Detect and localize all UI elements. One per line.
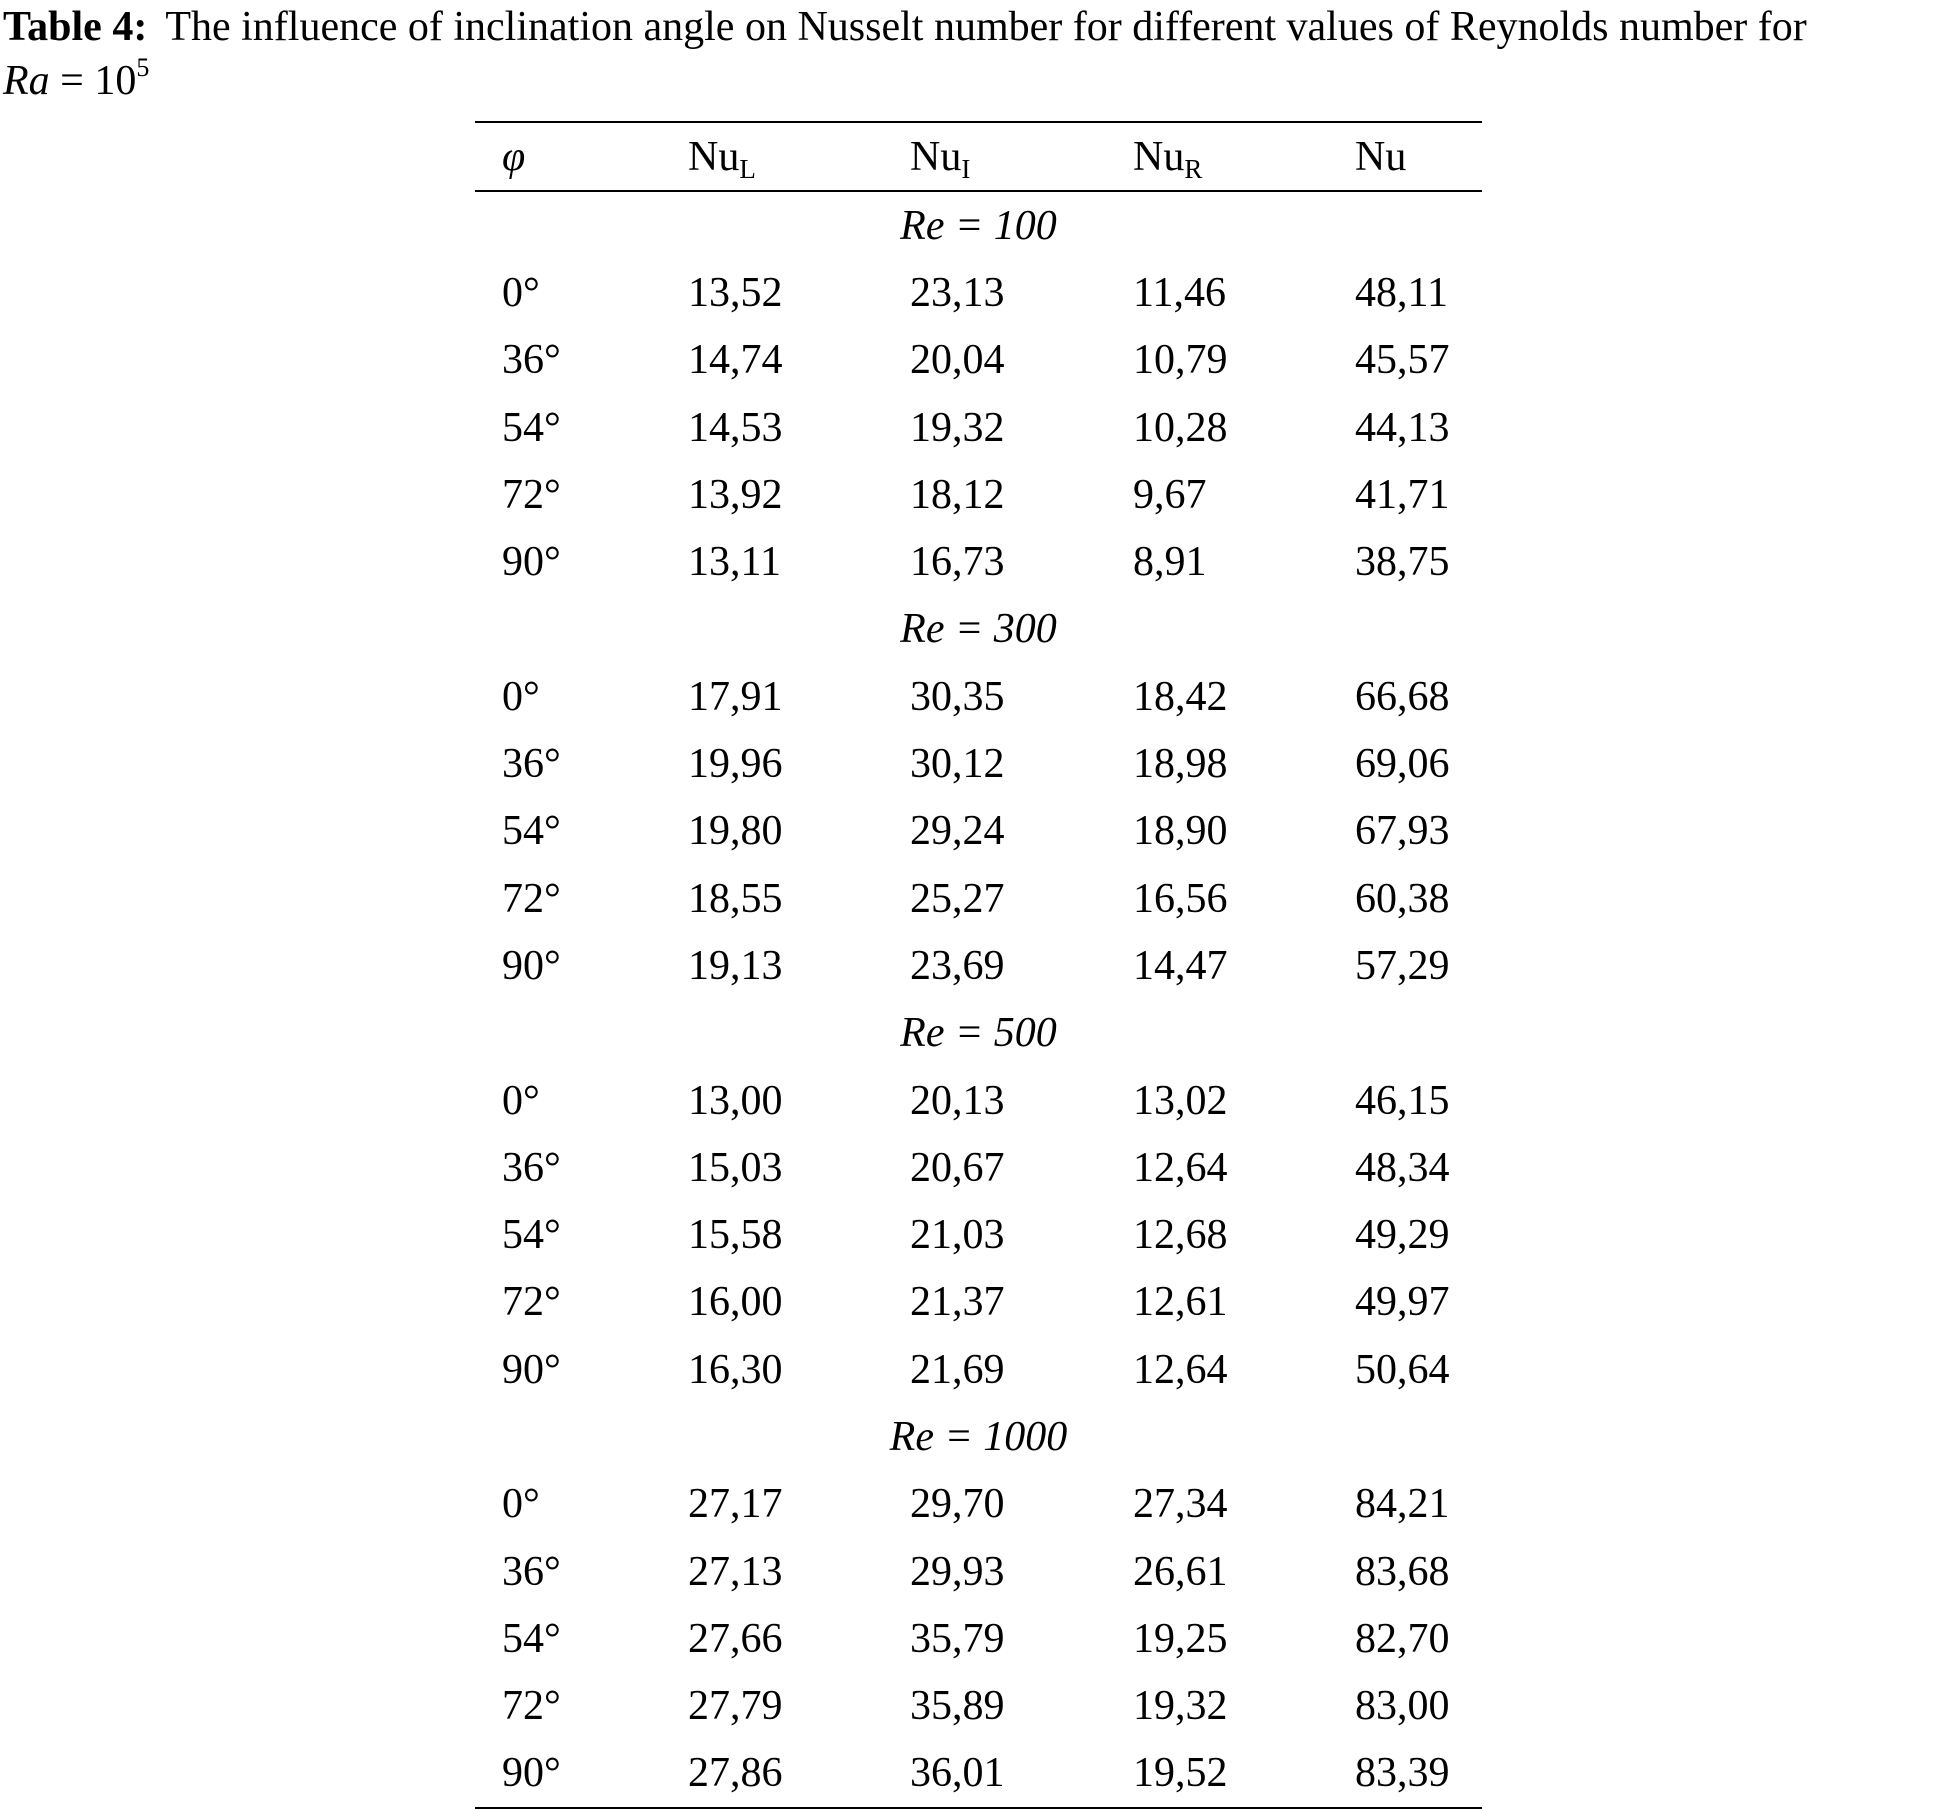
cell-nu-r: 26,61 xyxy=(1133,1548,1228,1595)
cell-nu-i: 23,13 xyxy=(910,269,1005,316)
table-row xyxy=(475,1538,1482,1605)
cell-nu-r: 11,46 xyxy=(1133,269,1226,316)
cell-nu-l: 19,96 xyxy=(688,741,783,788)
cell-nu-i: 25,27 xyxy=(910,875,1005,922)
cell-nu-i: 19,32 xyxy=(910,404,1005,451)
table-row xyxy=(475,932,1482,999)
cell-nu-i: 30,35 xyxy=(910,673,1005,720)
cell-nu: 44,13 xyxy=(1355,404,1450,451)
table-row xyxy=(475,730,1482,797)
table-row xyxy=(475,1336,1482,1403)
cell-nu-l: 13,52 xyxy=(688,269,783,316)
cell-phi: 72° xyxy=(502,1683,561,1730)
cell-nu-r: 14,47 xyxy=(1133,942,1228,989)
cell-nu-l: 27,79 xyxy=(688,1683,783,1730)
cell-nu-r: 12,64 xyxy=(1133,1144,1228,1191)
cell-nu-l: 19,80 xyxy=(688,808,783,855)
cell-nu-r: 19,52 xyxy=(1133,1750,1228,1797)
cell-nu-i: 23,69 xyxy=(910,942,1005,989)
cell-phi: 72° xyxy=(502,1279,561,1326)
cell-phi: 0° xyxy=(502,1481,540,1528)
cell-nu-l: 15,03 xyxy=(688,1144,783,1191)
caption-ra-equals: = 10 xyxy=(49,58,137,104)
cell-nu: 60,38 xyxy=(1355,875,1450,922)
group-label: Re = 100 xyxy=(900,202,1057,249)
cell-nu: 45,57 xyxy=(1355,337,1450,384)
cell-nu-l: 16,30 xyxy=(688,1346,783,1393)
caption-text: The influence of inclination angle on Nusselt number for different values of Reynolds number for xyxy=(165,4,1807,50)
cell-nu-r: 9,67 xyxy=(1133,471,1207,518)
cell-nu: 69,06 xyxy=(1355,741,1450,788)
cell-phi: 54° xyxy=(502,1615,561,1662)
cell-nu-i: 21,69 xyxy=(910,1346,1005,1393)
cell-nu-l: 27,66 xyxy=(688,1615,783,1662)
table-row xyxy=(475,663,1482,730)
header-nu-l: $Nu_L$ xyxy=(688,133,756,184)
cell-nu: 50,64 xyxy=(1355,1346,1450,1393)
table-row xyxy=(475,461,1482,528)
cell-nu-i: 21,03 xyxy=(910,1212,1005,1259)
table-header-row xyxy=(475,122,1482,191)
table-row xyxy=(475,798,1482,865)
cell-nu-l: 13,00 xyxy=(688,1077,783,1124)
cell-nu-i: 29,24 xyxy=(910,808,1005,855)
cell-phi: 0° xyxy=(502,269,540,316)
cell-nu: 66,68 xyxy=(1355,673,1450,720)
header-nu-r: $Nu_R$ xyxy=(1133,133,1203,184)
cell-nu-l: 16,00 xyxy=(688,1279,783,1326)
cell-nu-r: 10,28 xyxy=(1133,404,1228,451)
table-row xyxy=(475,1134,1482,1201)
cell-phi: 54° xyxy=(502,1212,561,1259)
cell-phi: 36° xyxy=(502,1144,561,1191)
caption-ra-exponent: 5 xyxy=(136,53,150,82)
cell-nu-i: 29,70 xyxy=(910,1481,1005,1528)
cell-nu-r: 12,64 xyxy=(1133,1346,1228,1393)
cell-nu: 83,39 xyxy=(1355,1750,1450,1797)
cell-nu-r: 27,34 xyxy=(1133,1481,1228,1528)
cell-nu-l: 15,58 xyxy=(688,1212,783,1259)
cell-nu-l: 19,13 xyxy=(688,942,783,989)
group-label: Re = 300 xyxy=(900,606,1057,653)
cell-nu-r: 19,32 xyxy=(1133,1683,1228,1730)
table-row xyxy=(475,259,1482,326)
group-header-row xyxy=(475,596,1482,663)
cell-nu-i: 30,12 xyxy=(910,741,1005,788)
caption-label: Table 4: xyxy=(3,4,148,50)
table-row xyxy=(475,1067,1482,1134)
cell-nu-r: 8,91 xyxy=(1133,539,1207,586)
caption-ra-symbol: Ra xyxy=(3,58,50,104)
cell-nu-l: 18,55 xyxy=(688,875,783,922)
cell-nu-i: 18,12 xyxy=(910,471,1005,518)
cell-nu-r: 18,90 xyxy=(1133,808,1228,855)
header-phi: φ xyxy=(502,133,526,180)
cell-phi: 54° xyxy=(502,404,561,451)
cell-nu-i: 36,01 xyxy=(910,1750,1005,1797)
cell-nu: 67,93 xyxy=(1355,808,1450,855)
cell-nu-l: 27,86 xyxy=(688,1750,783,1797)
cell-phi: 36° xyxy=(502,1548,561,1595)
table-row xyxy=(475,865,1482,932)
cell-nu-l: 27,13 xyxy=(688,1548,783,1595)
cell-nu: 49,29 xyxy=(1355,1212,1450,1259)
table-row xyxy=(475,327,1482,394)
cell-nu: 83,68 xyxy=(1355,1548,1450,1595)
header-nu: Nu xyxy=(1355,133,1407,180)
table-row xyxy=(475,1605,1482,1672)
group-label: Re = 500 xyxy=(900,1010,1057,1057)
cell-phi: 0° xyxy=(502,673,540,720)
cell-nu-l: 17,91 xyxy=(688,673,783,720)
cell-phi: 90° xyxy=(502,539,561,586)
cell-phi: 54° xyxy=(502,808,561,855)
cell-phi: 0° xyxy=(502,1077,540,1124)
cell-nu-r: 12,61 xyxy=(1133,1279,1228,1326)
cell-phi: 72° xyxy=(502,875,561,922)
cell-nu-l: 27,17 xyxy=(688,1481,783,1528)
cell-nu: 38,75 xyxy=(1355,539,1450,586)
cell-phi: 90° xyxy=(502,942,561,989)
cell-nu-i: 16,73 xyxy=(910,539,1005,586)
cell-nu: 48,11 xyxy=(1355,269,1448,316)
table-caption xyxy=(3,0,1955,108)
nusselt-table-container xyxy=(475,121,1482,1809)
table-row xyxy=(475,1269,1482,1336)
group-header-row xyxy=(475,1403,1482,1470)
cell-nu-r: 13,02 xyxy=(1133,1077,1228,1124)
group-label: Re = 1000 xyxy=(889,1413,1068,1460)
table-row xyxy=(475,1740,1482,1808)
cell-nu-r: 12,68 xyxy=(1133,1212,1228,1259)
cell-phi: 72° xyxy=(502,471,561,518)
cell-nu-l: 13,92 xyxy=(688,471,783,518)
cell-nu-i: 35,89 xyxy=(910,1683,1005,1730)
cell-nu-i: 20,04 xyxy=(910,337,1005,384)
cell-phi: 36° xyxy=(502,741,561,788)
cell-nu-r: 18,98 xyxy=(1133,741,1228,788)
cell-nu-l: 14,53 xyxy=(688,404,783,451)
group-header-row xyxy=(475,1000,1482,1067)
cell-nu: 46,15 xyxy=(1355,1077,1450,1124)
cell-nu-r: 10,79 xyxy=(1133,337,1228,384)
cell-nu-i: 20,67 xyxy=(910,1144,1005,1191)
cell-nu-i: 35,79 xyxy=(910,1615,1005,1662)
header-nu-i: $Nu_I$ xyxy=(910,133,971,184)
cell-nu: 83,00 xyxy=(1355,1683,1450,1730)
cell-nu: 41,71 xyxy=(1355,471,1450,518)
cell-nu-i: 20,13 xyxy=(910,1077,1005,1124)
cell-nu: 84,21 xyxy=(1355,1481,1450,1528)
cell-nu: 49,97 xyxy=(1355,1279,1450,1326)
cell-nu-i: 21,37 xyxy=(910,1279,1005,1326)
table-row xyxy=(475,528,1482,595)
cell-nu-l: 14,74 xyxy=(688,337,783,384)
cell-phi: 90° xyxy=(502,1750,561,1797)
table-row xyxy=(475,394,1482,461)
cell-nu-r: 16,56 xyxy=(1133,875,1228,922)
table-row xyxy=(475,1471,1482,1538)
cell-phi: 90° xyxy=(502,1346,561,1393)
cell-nu: 82,70 xyxy=(1355,1615,1450,1662)
nusselt-table xyxy=(475,121,1482,1809)
cell-phi: 36° xyxy=(502,337,561,384)
table-row xyxy=(475,1201,1482,1268)
cell-nu: 48,34 xyxy=(1355,1144,1450,1191)
cell-nu-l: 13,11 xyxy=(688,539,781,586)
group-header-row xyxy=(475,191,1482,259)
cell-nu-r: 19,25 xyxy=(1133,1615,1228,1662)
cell-nu: 57,29 xyxy=(1355,942,1450,989)
table-body xyxy=(475,191,1482,1808)
table-row xyxy=(475,1673,1482,1740)
cell-nu-r: 18,42 xyxy=(1133,673,1228,720)
cell-nu-i: 29,93 xyxy=(910,1548,1005,1595)
